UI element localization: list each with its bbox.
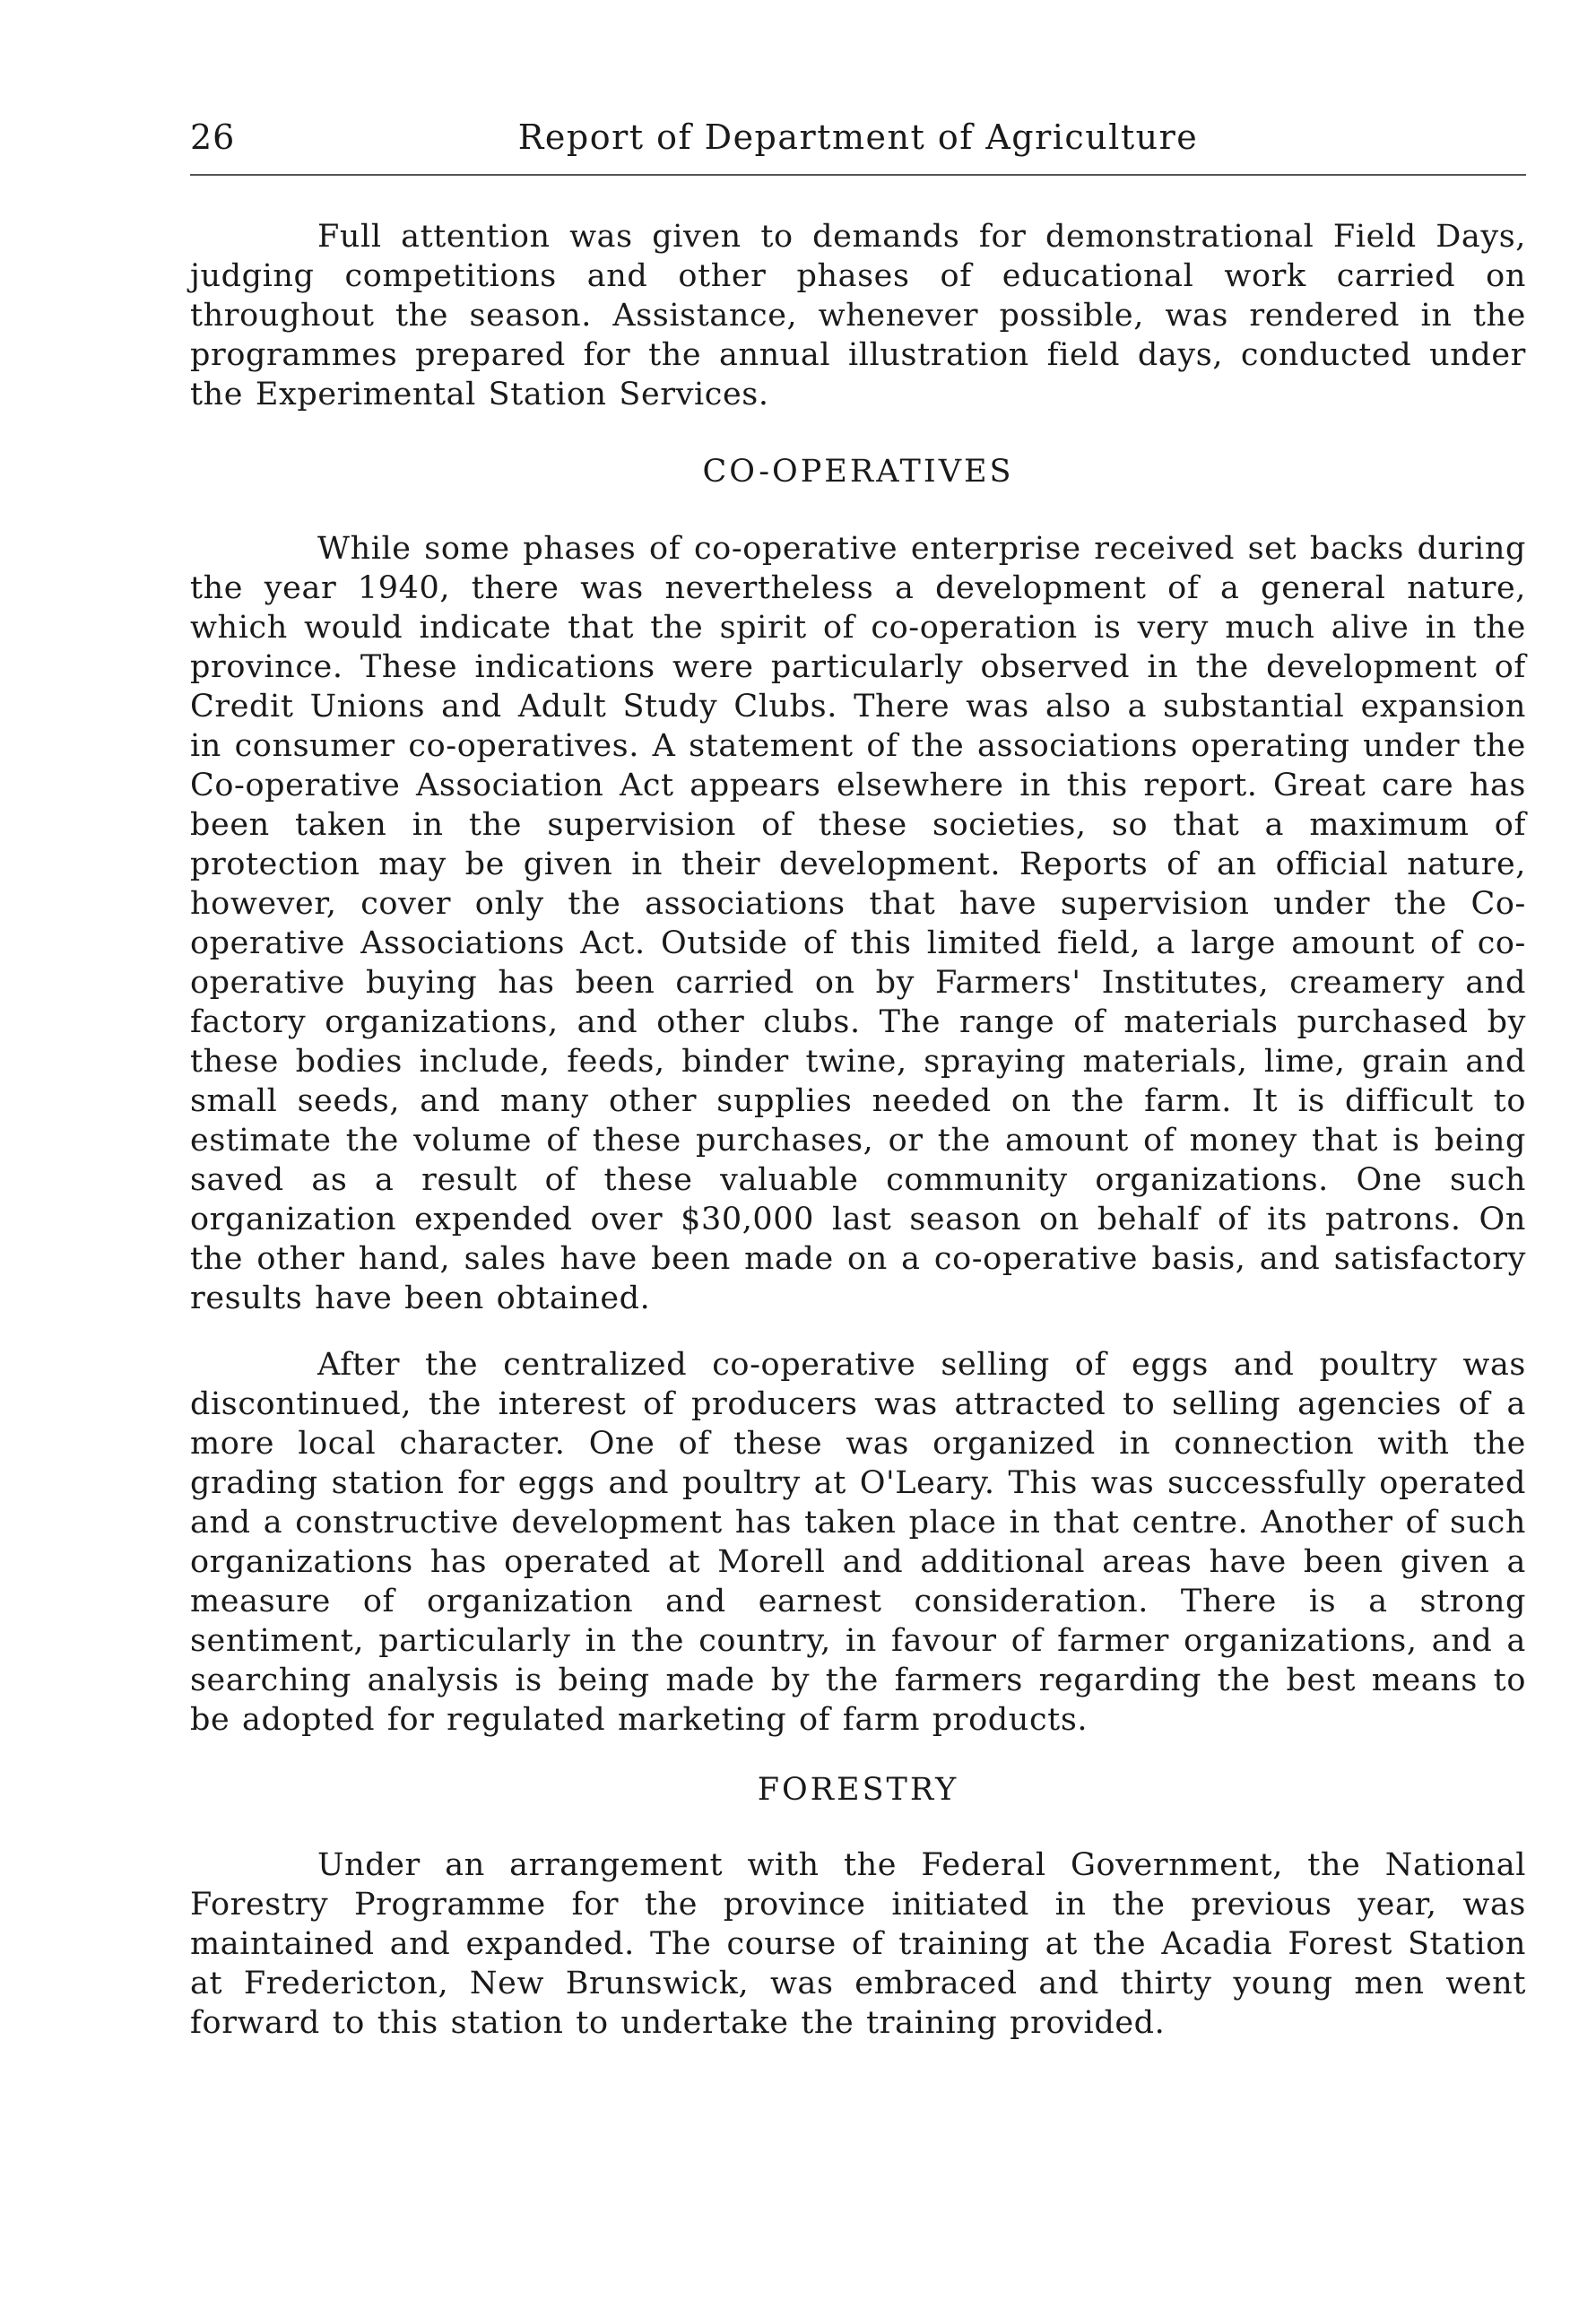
page-body xyxy=(190,217,1526,2043)
paragraph-cooperatives-2: After the centralized co-operative selling of eggs and poultry was discontinued, the interest of producers was attracted to selling agencies of a more local character. One of these was organized in connection with the grading station for eggs and poultry at O'Leary. This was successfully operated and a constructive development has taken place in that centre. Another of such organizations has operated at Morell and additional areas have been given a measure of organization and earnest consideration. There is a strong sentiment, particularly in the country, in favour of farmer organizations, and a searching analysis is being made by the farmers regarding the best means to be adopted for regulated marketing of farm products. xyxy=(190,1347,1526,1738)
paragraph-field-days: Full attention was given to demands for demonstrational Field Days, judging competitions and other phases of educational work carried on throughout the season. Assistance, whenever possible, was rendered in the programmes prepared for the annual illustration field days, conducted under the Experimental Station Services. xyxy=(190,219,1526,412)
section-heading-forestry: FORESTRY xyxy=(757,1772,959,1808)
paragraph-cooperatives-1: While some phases of co-operative enterprise received set backs during the year 1940, there was nevertheless a development of a general nature, which would indicate that the spirit of co-operation is very much alive in the province. These indications were particularly observed in the development of Credit Unions and Adult Study Clubs. There was also a substantial expansion in consumer co-operatives. A statement of the associations operating under the Co-operative Association Act appears elsewhere in this report. Great care has been taken in the supervision of these societies, so that a maximum of protection may be given in their development. Reports of an official nature, however, cover only the associations that have supervision under the Co-operative Associations Act. Outside of this limited field, a large amount of co-operative buying has been carried on by Farmers' Institutes, creamery and factory organizations, and other clubs. The range of materials purchased by these bodies include, feeds, binder twine, spraying materials, lime, grain and small seeds, and many other supplies needed on the farm. It is difficult to estimate the volume of these purchases, or the amount of money that is being saved as a result of these valuable community organizations. One such organization expended over $30,000 last season on behalf of its patrons. On the other hand, sales have been made on a co-operative basis, and satisfactory results have been obtained. xyxy=(190,531,1526,1316)
paragraph-forestry-1: Under an arrangement with the Federal Government, the National Forestry Programme for the province initiated in the previous year, was maintained and expanded. The course of training at the Acadia Forest Station at Fredericton, New Brunswick, was embraced and thirty young men went forward to this station to undertake the training provided. xyxy=(190,1847,1526,2041)
header-rule xyxy=(190,174,1526,176)
page-number: 26 xyxy=(190,117,236,157)
running-title: Report of Department of Agriculture xyxy=(517,117,1199,157)
section-heading-cooperatives: CO-OPERATIVES xyxy=(702,454,1014,490)
page-header xyxy=(190,113,1526,172)
